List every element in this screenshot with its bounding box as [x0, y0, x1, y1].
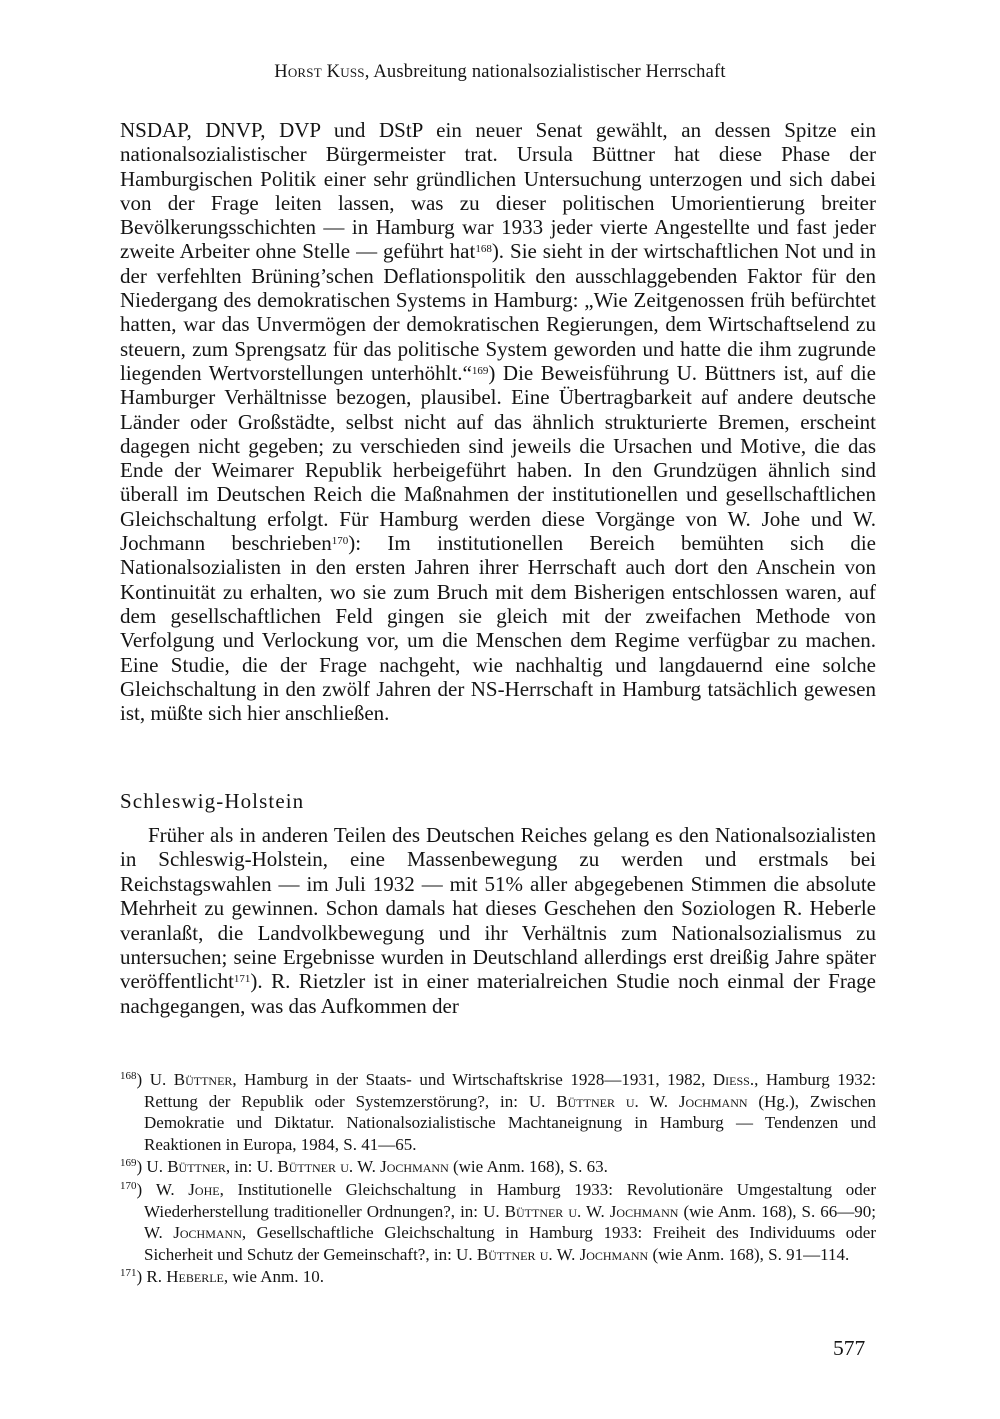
footnote-ref-171[interactable]: 171: [233, 973, 251, 986]
footnote-text: ): [136, 1157, 147, 1177]
footnote-number: 171: [120, 1267, 137, 1280]
para1-text-d: ): Im institutionellen Bereich bemühten sich die Nationalsozialisten in den ersten Jahren ihrer Herrschaft auch dort den Anschein von Kontinuität zu erhalten, wo sie zum Bruch mit dem Bisherigen entschlossen waren, auf dem gesellschaftlichen Feld gingen sie gleich mit der zweifachen Methode von Verfolgung und Verlockung vor, um die Menschen dem Regime verfügbar zu machen. Eine Studie, die der Frage nachgeht, wie nachhaltig und langdauernd eine solche Gleichschaltung in den zwölf Jahren der NS-Herrschaft in Hamburg tatsächlich gewesen ist, müßte sich hier anschließen.: [120, 531, 876, 726]
footnote-text: , wie Anm. 10.: [223, 1267, 324, 1287]
footnote-text: (wie Anm. 168), S. 63.: [448, 1157, 608, 1177]
main-text: [120, 118, 876, 725]
footnote-author: R. Heberle: [146, 1267, 224, 1287]
footnote-text: (wie Anm. 168), S. 91—114.: [648, 1244, 850, 1264]
header-author: Horst Kuss: [274, 62, 365, 82]
header-title: , Ausbreitung nationalsozialistischer Herrschaft: [364, 62, 726, 82]
section-heading: Schleswig-Holstein: [120, 789, 305, 813]
footnote-author: Diess.: [712, 1070, 755, 1089]
footnote-text: , Hamburg 1932: Rettung der Republik oder Systemzerstörung?, in:: [144, 1070, 876, 1111]
footnote-number: 169: [120, 1157, 137, 1170]
footnote-text: , Hamburg in der Staats- und Wirtschaftskrise 1928—1931, 1982,: [232, 1070, 713, 1089]
section-text: [120, 823, 876, 1018]
para2-text-b: ). R. Rietzler ist in einer materialreichen Studie noch einmal der Frage nachgegangen, was das Aufkommen der: [120, 969, 876, 1018]
footnote-text: , in:: [225, 1157, 257, 1177]
footnote-text: ): [136, 1267, 147, 1287]
footnote-author: U. Büttner u. W. Jochmann: [528, 1091, 748, 1111]
para1-text-c: ) Die Beweisführung U. Büttners ist, auf die Hamburger Verhältnisse bezogen, plausibel. Eine Übertragbarkeit auf andere deutsche Länder oder Großstädte, selbst nicht auf das ähnlich strukturierte Bremen, erscheint dagegen nicht gegeben; zu verschieden sind jeweils die Ursachen und Motive, die das Ende der Weimarer Republik herbeigeführt haben. In den Grundzügen ähnlich sind überall im Deutschen Reich die Maßnahmen der institutionellen und gesellschaftlichen Gleichschaltung erfolgt. Für Hamburg werden diese Vorgänge von W. Johe und W. Jochmann beschrieben: [120, 360, 876, 556]
paragraph-hamburg: [120, 118, 876, 725]
footnote-ref-170[interactable]: 170: [331, 535, 349, 548]
footnote-169: [120, 1156, 876, 1178]
footnote-text: , Institutionelle Gleichschaltung in Hamburg 1933: Revolutionäre Umgestaltung oder Wiederherstellung traditioneller Ordnungen?, in:: [144, 1179, 876, 1221]
footnote-number: 168: [120, 1070, 137, 1082]
footnote-author: U. Büttner u. W. Jochmann: [456, 1244, 649, 1264]
footnote-author: W. Johe: [155, 1179, 220, 1199]
footnote-text: , Gesellschaftliche Gleichschaltung in Hamburg 1933: Freiheit des Individuums oder Sicherheit und Schutz der Gemeinschaft?, in:: [144, 1223, 876, 1264]
footnote-text: ): [136, 1070, 150, 1089]
footnote-text: ): [136, 1179, 156, 1199]
footnote-author: U. Büttner: [149, 1070, 233, 1089]
footnote-author: W. Jochmann: [144, 1223, 242, 1243]
footnote-168: [120, 1069, 876, 1155]
footnote-170: [120, 1179, 876, 1265]
footnote-text: (wie Anm. 168), S. 66—90;: [678, 1201, 877, 1221]
paragraph-schleswig-holstein: [120, 823, 876, 1018]
page-number: 577: [833, 1336, 866, 1360]
running-header: [0, 62, 1000, 83]
para1-text-a: NSDAP, DNVP, DVP und DStP ein neuer Senat gewählt, an dessen Spitze ein nationalsozialistischer Bürgermeister trat. Ursula Büttner hat diese Phase der Hamburgischen Politik einer sehr gründlichen Untersuchung unterzogen und sich dabei von der Frage leiten lassen, was zu dieser politischen Umorientierung breiter Bevölkerungsschichten — in Hamburg war 1933 jeder vierte Angestellte und fast jeder zweite Arbeiter ohne Stelle — geführt hat: [120, 118, 876, 264]
para2-text-a: Früher als in anderen Teilen des Deutschen Reiches gelang es den Nationalsozialisten in Schleswig-Holstein, eine Massenbewegung zu werden und erstmals bei Reichstagswahlen — im Juli 1932 — mit 51% aller abgegebenen Stimmen die absolute Mehrheit zu gewinnen. Schon damals hat dieses Geschehen den Soziologen R. Heberle veranlaßt, die Landvolkbewegung und ihr Verhältnis zum Nationalsozialismus zu untersuchen; seine Ergebnisse wurden in Deutschland allerdings erst dreißig Jahre später veröffentlicht: [120, 823, 876, 994]
footnote-author: U. Büttner u. W. Jochmann: [483, 1201, 679, 1221]
footnote-171: [120, 1266, 876, 1288]
footnote-text: (Hg.), Zwischen Demokratie und Diktatur. Nationalsozialistische Machtaneignung in Hamburg — Tendenzen und Reaktionen in Europa, 1984, S. 41—65.: [144, 1091, 876, 1154]
footnote-ref-169[interactable]: 169: [471, 364, 489, 377]
footnotes: [120, 1069, 876, 1289]
footnote-author: U. Büttner: [146, 1157, 226, 1177]
footnote-number: 170: [120, 1179, 137, 1192]
footnote-author: U. Büttner u. W. Jochmann: [256, 1157, 449, 1177]
para1-text-b: ). Sie sieht in der wirtschaftlichen Not und in der verfehlten Brüning’schen Deflationspolitik den ausschlaggebenden Faktor für den Niedergang des demokratischen Systems in Hamburg: „Wie Zeitgenossen früh befürchtet hatten, war das Unvermögen der demokratischen Regierungen, dem Wirtschaftselend zu steuern, zum Sprengsatz für das politische System geworden und hatte die ihm zugrunde liegenden Wertvorstellungen unterhöhlt.“: [120, 239, 876, 385]
footnote-ref-168[interactable]: 168: [475, 243, 492, 256]
